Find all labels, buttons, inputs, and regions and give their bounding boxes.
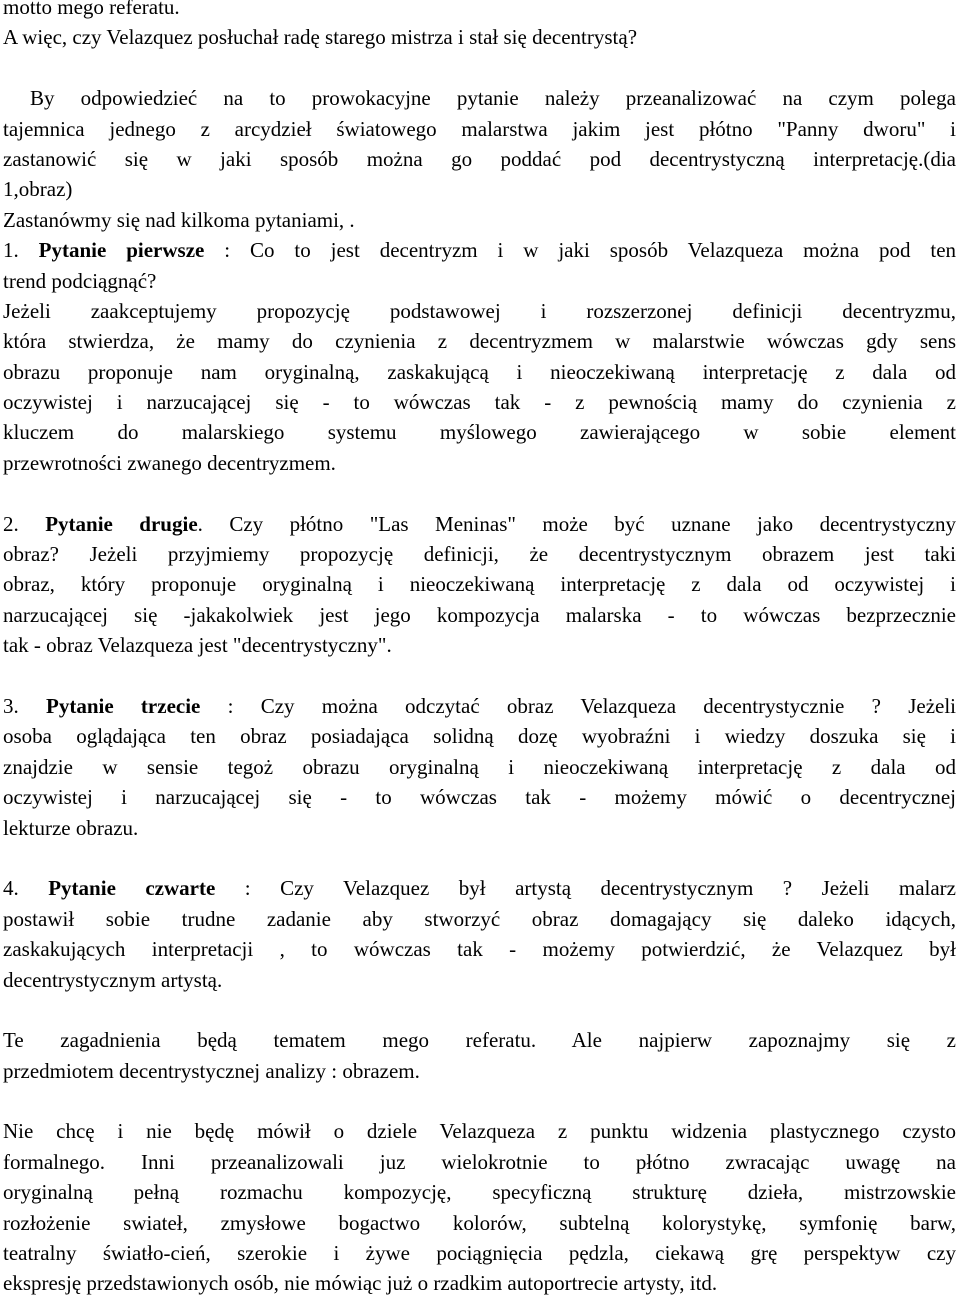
text-line: oczywistej i narzucającej się - to wówczas tak - możemy mówić o decentrycznej (3, 785, 956, 810)
text-line: oczywistej i narzucającej się - to wówczas tak - z pewnością mamy do czynienia z (3, 390, 956, 415)
text-line: ekspresję przedstawionych osób, nie mówiąc już o rzadkim autoportrecie artysty, itd. (3, 1271, 718, 1296)
text-line: formalnego. Inni przeanalizowali juz wielokrotnie to płótno zwracając uwagę na (3, 1149, 956, 1174)
question-4-heading-line (3, 873, 956, 903)
question-2-heading-line (3, 509, 956, 539)
question-4-number: 4. (3, 876, 19, 901)
paragraph-topics (3, 1025, 956, 1086)
question-3-number: 3. (3, 693, 19, 718)
text-line: oryginalną pełną rozmachu kompozycję, specyficzną strukturę dzieła, mistrzowskie (3, 1180, 956, 1205)
text-line: teatralny światło-cień, szerokie i żywe pociągnięcia pędzla, ciekawą grę perspektyw czy (3, 1241, 956, 1266)
text-line: By odpowiedzieć na to prowokacyjne pytanie należy przeanalizować na czym polega (30, 86, 956, 111)
text-line: Nie chcę i nie będę mówił o dziele Velazqueza z punktu widzenia plastycznego czysto (3, 1119, 956, 1144)
text-line: trend podciągnąć? (3, 268, 157, 293)
intro-line-1: motto mego referatu. (3, 0, 180, 19)
text-line: 1,obraz) (3, 177, 73, 202)
text-line: kluczem do malarskiego systemu myślowego zawierającego w sobie element (3, 420, 956, 445)
question-2-number: 2. (3, 511, 19, 536)
text-line: postawił sobie trudne zadanie aby stworzyć obraz domagający się daleko idących, (3, 906, 956, 931)
paragraph-formal-analysis (3, 1116, 956, 1298)
question-4 (3, 873, 956, 995)
text-line: narzucającej się -jakakolwiek jest jego kompozycja malarska - to wówczas bezprzecznie (3, 602, 956, 627)
question-1-heading-line (3, 235, 956, 265)
text-line: przedmiotem decentrystycznej analizy : obrazem. (3, 1058, 420, 1083)
text-line: osoba oglądająca ten obraz posiadająca solidną dozę wyobraźni i wiedzy doszuka się i (3, 724, 956, 749)
text-line: lekturze obrazu. (3, 815, 139, 840)
text-line: obrazu proponuje nam oryginalną, zaskakującą i nieoczekiwaną interpretację z dala od (3, 359, 956, 384)
text-line: obraz? Jeżeli przyjmiemy propozycję definicji, że decentrystycznym obrazem jest taki (3, 542, 956, 567)
text-line: zastanowić się w jaki sposób można go poddać pod decentrystyczną interpretację.(dia (3, 146, 956, 171)
text-line: zaskakujących interpretacji , to wówczas tak - możemy potwierdzić, że Velazquez był (3, 937, 956, 962)
text-line: Zastanówmy się nad kilkoma pytaniami, . (3, 207, 355, 232)
question-1 (3, 235, 956, 478)
question-4-title: Pytanie czwarte (48, 876, 216, 901)
text-line: rozłożenie swiateł, zmysłowe bogactwo kolorów, subtelną kolorystykę, symfonię barw, (3, 1210, 956, 1235)
question-2-text: . Czy płótno "Las Meninas" może być uznane jako decentrystyczny (197, 511, 957, 536)
question-3-text: : Czy można odczytać obraz Velazqueza decentrystycznie ? Jeżeli (200, 693, 957, 718)
question-1-title: Pytanie pierwsze (38, 238, 205, 263)
text-line: znajdzie w sensie tegoż obrazu oryginalną i nieoczekiwaną interpretację z dala od (3, 754, 956, 779)
question-3-title: Pytanie trzecie (46, 693, 201, 718)
question-1-text: : Co to jest decentryzm i w jaki sposób Velazqueza można pod ten (204, 238, 957, 263)
text-line: Te zagadnienia będą tematem mego referatu. Ale najpierw zapoznajmy się z (3, 1028, 956, 1053)
text-line: tak - obraz Velazqueza jest "decentrystyczny". (3, 633, 392, 658)
paragraph-intro-question (3, 83, 956, 235)
text-line: przewrotności zwanego decentryzmem. (3, 450, 336, 475)
document-page (3, 0, 956, 1299)
text-line: tajemnica jednego z arcydzieł światowego malarstwa jakim jest płótno "Panny dworu" i (3, 116, 956, 141)
question-1-number: 1. (3, 238, 19, 263)
question-3 (3, 691, 956, 843)
text-line: która stwierdza, że mamy do czynienia z decentryzmem w malarstwie wówczas gdy sens (3, 329, 956, 354)
question-2-title: Pytanie drugie (45, 511, 198, 536)
question-3-heading-line (3, 691, 956, 721)
text-line: obraz, który proponuje oryginalną i nieoczekiwaną interpretację z dala od oczywistej i (3, 572, 956, 597)
intro-line-2: A więc, czy Velazquez posłuchał radę starego mistrza i stał się decentrystą? (3, 25, 638, 50)
text-line: decentrystycznym artystą. (3, 967, 223, 992)
question-2 (3, 509, 956, 661)
question-4-text: : Czy Velazquez był artystą decentrystycznym ? Jeżeli malarz (215, 876, 956, 901)
text-line: Jeżeli zaakceptujemy propozycję podstawowej i rozszerzonej definicji decentryzmu, (3, 298, 956, 323)
